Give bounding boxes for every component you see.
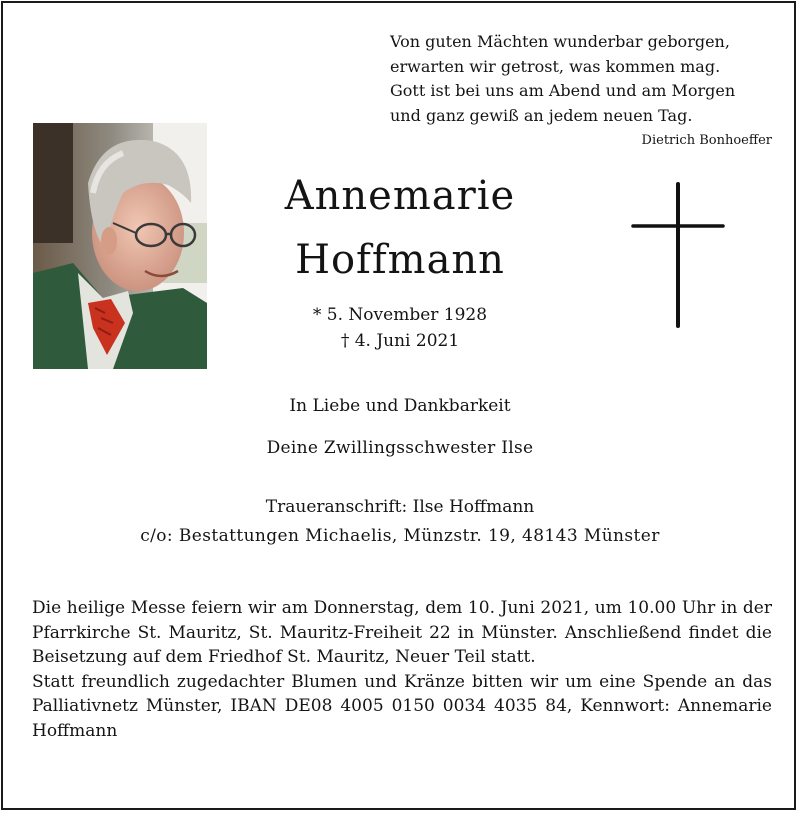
poem-line: Von guten Mächten wunderbar geborgen, — [390, 32, 730, 51]
mourner-line: Deine Zwillingsschwester Ilse — [266, 438, 534, 458]
death-date: † 4. Juni 2021 — [340, 331, 460, 351]
mourning-address-name: Traueranschrift: Ilse Hoffmann — [265, 497, 535, 517]
mourning-address-street: c/o: Bestattungen Michaelis, Münzstr. 19, 48143 Münster — [140, 526, 660, 546]
poem — [390, 30, 775, 128]
deceased-last-name: Hoffmann — [295, 237, 505, 283]
mass-paragraph: Die heilige Messe feiern wir am Donnerstag, dem 10. Juni 2021, um 10.00 Uhr in der Pfarrkirche St. Mauritz, St. Mauritz-Freiheit 22 in Münster. Anschließend findet die Beisetzung auf dem Friedhof St. Mauritz, Neuer Teil statt. — [32, 598, 772, 667]
poem-line: erwarten wir getrost, was kommen mag. — [390, 56, 721, 76]
poem-line: und ganz gewiß an jedem neuen Tag. — [390, 105, 693, 125]
donation-paragraph: Statt freundlich zugedachter Blumen und Kränze bitten wir um eine Spende an das Palliativnetz Münster, IBAN DE08 4005 0150 0034 4035 84, Kennwort: Annemarie Hoffmann — [32, 671, 772, 741]
service-information — [32, 596, 772, 743]
cross-icon — [630, 182, 726, 328]
poem-author: Dietrich Bonhoeffer — [641, 133, 772, 148]
poem-line: Gott ist bei uns am Abend und am Morgen — [390, 81, 736, 100]
birth-date: * 5. November 1928 — [312, 305, 488, 325]
deceased-first-name: Annemarie — [284, 173, 516, 219]
love-line: In Liebe und Dankbarkeit — [289, 396, 511, 416]
portrait-photo — [33, 123, 207, 369]
life-dates — [215, 302, 585, 354]
